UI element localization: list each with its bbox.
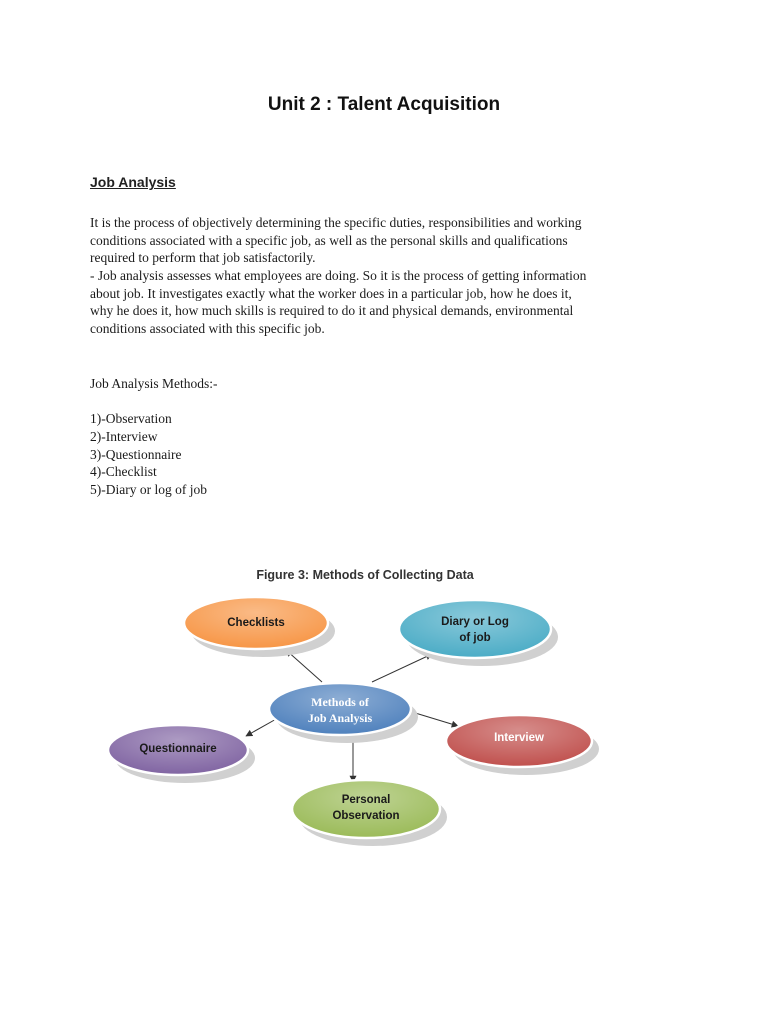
list-item: 1)-Observation xyxy=(90,411,172,426)
figure-caption: Figure 3: Methods of Collecting Data xyxy=(256,568,474,582)
description-paragraph: - Job analysis assesses what employees are doing. So it is the process of getting information about job. It investigates exactly what the worker does in a particular job, how he does it, why he does it, how much skills is required to do it and physical demands, environmental conditions associated with this specific job. xyxy=(90,268,587,336)
section-heading: Job Analysis xyxy=(90,174,176,190)
node-center-label-line1: Methods of xyxy=(311,695,369,709)
node-interview xyxy=(446,715,599,775)
node-diary-label-line2: of job xyxy=(459,632,491,644)
list-item: 4)-Checklist xyxy=(90,464,157,480)
node-checklists xyxy=(184,597,335,657)
node-questionnaire xyxy=(108,725,255,783)
node-diary xyxy=(399,600,558,666)
methods-list xyxy=(90,410,207,499)
node-questionnaire-label: Questionnaire xyxy=(139,743,217,755)
list-item: 5)-Diary or log of job xyxy=(90,482,207,498)
node-diary-label-line1: Diary or Log xyxy=(441,616,509,628)
node-checklists-label: Checklists xyxy=(227,617,285,629)
node-interview-label: Interview xyxy=(494,732,544,744)
arrow-to-questionnaire xyxy=(246,718,278,736)
methods-label: Job Analysis Methods:- xyxy=(90,376,218,391)
list-item: 3)-Questionnaire xyxy=(90,446,182,462)
node-center xyxy=(269,683,418,743)
node-observation-label-line1: Personal xyxy=(341,794,391,806)
diagram-canvas xyxy=(100,560,620,860)
arrow-to-interview xyxy=(412,712,458,726)
page-title: Unit 2 : Talent Acquisition xyxy=(267,94,501,115)
node-observation xyxy=(292,780,447,846)
definition-paragraph: It is the process of objectively determining the specific duties, responsibilities and working conditions associated with a specific job, as well as the personal skills and qualifications required to perform that job satisfactorily. xyxy=(90,215,582,266)
node-center-label-line2: Job Analysis xyxy=(307,711,373,725)
node-observation-label-line2: Observation xyxy=(332,810,400,822)
list-item: 2)-Interview xyxy=(90,428,158,444)
arrow-to-diary xyxy=(372,654,432,682)
methods-diagram xyxy=(100,560,620,860)
